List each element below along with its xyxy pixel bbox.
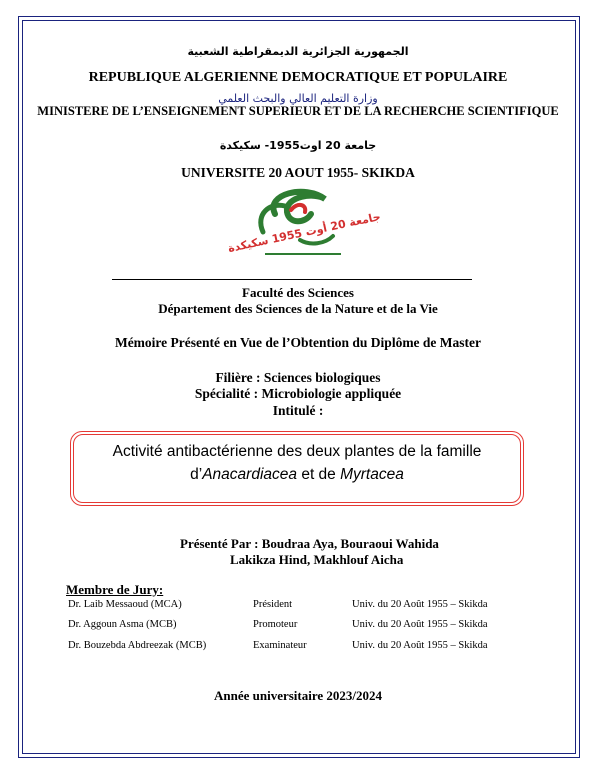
memoire-statement: Mémoire Présenté en Vue de l’Obtention du Diplôme de Master <box>114 335 482 350</box>
arabic-republic-title: الجمهورية الجزائرية الديمقراطية الشعبية <box>187 45 409 58</box>
jury-member-role: Promoteur <box>253 619 298 630</box>
intitule-label: Intitulé : <box>272 403 324 418</box>
family-myrtacea: Myrtacea <box>340 466 404 483</box>
specialite: Spécialité : Microbiologie appliquée <box>194 386 402 401</box>
university-logo <box>226 184 382 270</box>
jury-member-name: Dr. Laib Messaoud (MCA) <box>68 599 182 610</box>
svg-text:جامعة 20 أوت 1955 سكيكدة: جامعة 20 أوت 1955 سكيكدة <box>226 210 382 256</box>
jury-member-affiliation: Univ. du 20 Août 1955 – Skikda <box>352 619 488 630</box>
title-prefix: d’ <box>190 466 203 483</box>
jury-member-affiliation: Univ. du 20 Août 1955 – Skikda <box>352 640 488 651</box>
presented-by-line2: Lakikza Hind, Makhlouf Aicha <box>230 552 404 567</box>
jury-member-role: Président <box>253 599 293 610</box>
department: Département des Sciences de la Nature et de la Vie <box>158 301 438 316</box>
jury-member-name: Dr. Bouzebda Abdreezak (MCB) <box>68 640 207 651</box>
presented-by-line1: Présenté Par : Boudraa Aya, Bouraoui Wahida <box>180 536 439 551</box>
jury-heading: Membre de Jury: <box>66 582 164 597</box>
faculty: Faculté des Sciences <box>242 285 354 300</box>
jury-member-role: Examinateur <box>253 640 307 651</box>
thesis-title-line1: Activité antibactérienne des deux plantes de la famille <box>112 443 482 460</box>
ministry-title: MINISTERE DE L’ENSEIGNEMENT SUPERIEUR ET DE LA RECHERCHE SCIENTIFIQUE <box>37 104 559 118</box>
thesis-title-line2 <box>74 466 520 484</box>
title-mid: et de <box>297 466 341 483</box>
arabic-ministry-title: وزارة التعليم العالي والبحث العلمي <box>218 92 378 105</box>
jury-member-affiliation: Univ. du 20 Août 1955 – Skikda <box>352 599 488 610</box>
republic-title: REPUBLIQUE ALGERIENNE DEMOCRATIQUE ET POPULAIRE <box>88 70 508 85</box>
academic-year: Année universitaire 2023/2024 <box>213 688 383 703</box>
university-title: UNIVERSITE 20 AOUT 1955- SKIKDA <box>181 165 415 180</box>
filiere: Filière : Sciences biologiques <box>215 370 381 385</box>
arabic-university-title: جامعة 20 اوت1955- سكيكدة <box>219 139 377 152</box>
family-anacardiacea: Anacardiacea <box>202 466 298 483</box>
separator-rule <box>112 279 472 280</box>
jury-member-name: Dr. Aggoun Asma (MCB) <box>68 619 177 630</box>
